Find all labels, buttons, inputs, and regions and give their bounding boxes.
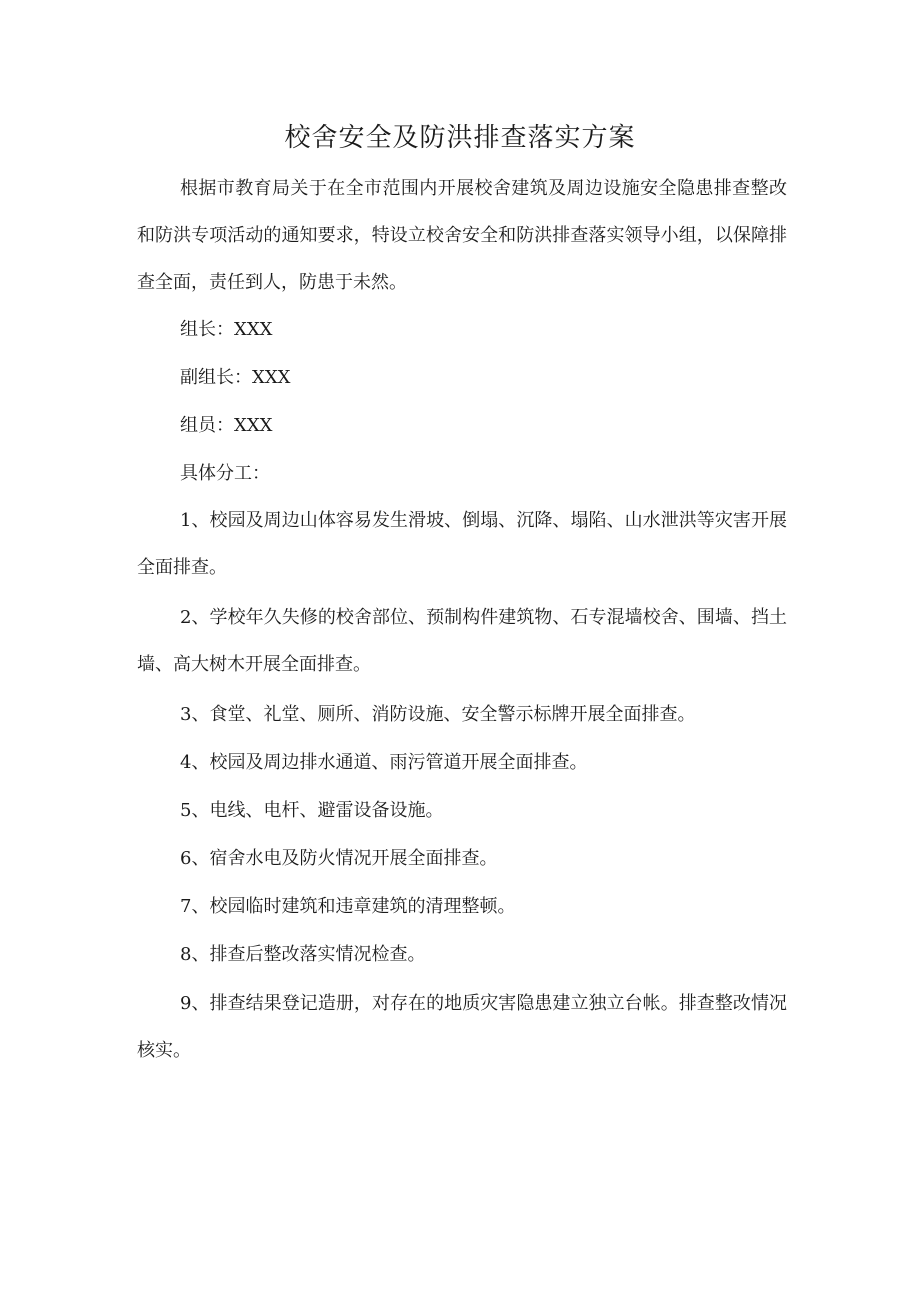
division-heading: 具体分工： (180, 463, 270, 484)
list-item: 4、校园及周边排水通道、雨污管道开展全面排查。 (180, 752, 588, 773)
list-item: 6、宿舍水电及防火情况开展全面排查。 (180, 848, 498, 869)
list-item: 9、排查结果登记造册，对存在的地质灾害隐患建立独立台帐。排查整改情况核实。 (137, 993, 787, 1061)
leader-line: 组长：XXX (180, 319, 273, 340)
deputy-leader-line: 副组长：XXX (180, 367, 291, 388)
list-item: 8、排查后整改落实情况检查。 (180, 944, 426, 965)
intro-paragraph: 根据市教育局关于在全市范围内开展校舍建筑及周边设施安全隐患排查整改和防洪专项活动的通知要求，特设立校舍安全和防洪排查落实领导小组，以保障排查全面，责任到人，防患于未然。 (137, 178, 787, 293)
document-title: 校舍安全及防洪排查落实方案 (284, 123, 636, 153)
list-item: 7、校园临时建筑和违章建筑的清理整顿。 (180, 896, 516, 917)
list-item: 5、电线、电杆、避雷设备设施。 (180, 800, 444, 821)
list-item: 3、食堂、礼堂、厕所、消防设施、安全警示标牌开展全面排查。 (180, 704, 696, 725)
list-item: 1、校园及周边山体容易发生滑坡、倒塌、沉降、塌陷、山水泄洪等灾害开展全面排查。 (137, 510, 787, 578)
list-item: 2、学校年久失修的校舍部位、预制构件建筑物、石专混墙校舍、围墙、挡土墙、高大树木开展全面排查。 (137, 607, 787, 675)
members-line: 组员：XXX (180, 415, 273, 436)
